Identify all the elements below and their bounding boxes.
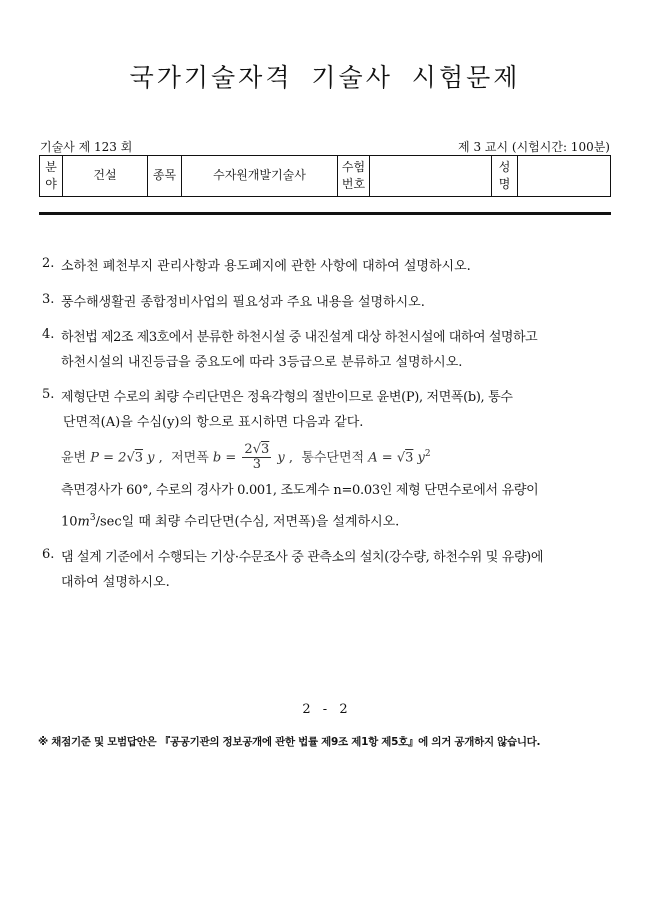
exam-number-label: 수험 번호: [338, 156, 370, 197]
question-3: [42, 292, 616, 313]
sqrt-icon: √: [126, 450, 135, 466]
question-text: 하천법 제2조 제3호에서 분류한 하천시설 중 내진설계 대상 하천시설에 대하여 설명하고: [61, 330, 538, 345]
exam-info-table: [39, 155, 611, 197]
depth-var: y: [277, 450, 285, 466]
radicand: 3: [405, 450, 414, 466]
question-2: [42, 256, 616, 277]
radicand: 3: [134, 450, 144, 466]
question-text: 풍수해생활권 종합정비사업의 필요성과 주요 내용을 설명하시오.: [61, 295, 425, 310]
footnote: ※ 채점기준 및 모범답안은 『공공기관의 정보공개에 관한 법률 제9조 제1항 제5호』에 의거 공개하지 않습니다.: [38, 736, 541, 748]
discharge-qty: 10: [61, 514, 78, 530]
question-list: [42, 256, 616, 593]
question-text: 측면경사가 60°, 수로의 경사가 0.001, 조도계수 n=0.03인 제형 단면수로에서 유량이: [61, 483, 539, 499]
question-text: 하천시설의 내진등급을 중요도에 따라 3등급으로 분류하고 설명하시오.: [61, 355, 463, 370]
formula-line: [42, 441, 616, 472]
exam-title: 국가기술자격 기술사 시험문제: [129, 63, 521, 92]
field-value: 건설: [63, 156, 148, 197]
question-number: 4.: [42, 327, 55, 342]
header-divider: [39, 212, 611, 215]
question-number: 2.: [42, 256, 55, 271]
exam-round: 기술사 제 123 회: [40, 140, 133, 154]
question-text: 단면적(A)을 수심(y)의 항으로 표시하면 다음과 같다.: [63, 415, 364, 430]
unit-exponent: 3: [89, 513, 96, 524]
bottom-width-fraction: [242, 443, 271, 472]
category-value: 수자원개발기술사: [182, 156, 338, 197]
wetted-perimeter-label: 윤변: [61, 450, 87, 466]
question-text: 일 때 최량 수리단면(수심, 저면폭)을 설계하시오.: [121, 514, 400, 530]
question-number: 3.: [42, 292, 55, 307]
depth-var: y: [147, 450, 155, 466]
flow-area-lhs: A =: [368, 450, 393, 466]
question-text: 댐 설계 기준에서 수행되는 기상·수문조사 중 관측소의 설치(강수량, 하천수위 및 유량)에: [61, 549, 544, 565]
bottom-width-lhs: b =: [212, 450, 237, 466]
sqrt-icon: √: [252, 442, 261, 458]
unit-m: m: [77, 514, 90, 530]
exam-session: 제 3 교시 (시험시간: 100분): [458, 140, 610, 154]
name-label: 성 명: [492, 156, 518, 197]
question-5: [42, 387, 616, 533]
fraction-numerator-radicand: 3: [260, 442, 270, 458]
wetted-perimeter-expr: P = 2: [90, 450, 127, 466]
category-label: 종목: [148, 156, 182, 197]
separator: ,: [158, 450, 163, 466]
name-field[interactable]: [518, 156, 611, 197]
question-text: 제형단면 수로의 최량 수리단면은 정육각형의 절반이므로 윤변(P), 저면폭(b), 통수: [61, 390, 513, 405]
bottom-width-label: 저면폭: [171, 450, 209, 466]
unit-per-sec: /sec: [95, 514, 122, 530]
question-6: [42, 547, 616, 593]
exam-number-field[interactable]: [370, 156, 492, 197]
question-number: 6.: [42, 546, 55, 562]
field-label: 분 야: [40, 156, 63, 197]
exponent: 2: [424, 449, 431, 459]
fraction-denominator: 3: [252, 457, 261, 473]
question-text: 대하여 설명하시오.: [61, 574, 170, 590]
question-number: 5.: [42, 387, 55, 402]
fraction-numerator-coef: 2: [244, 442, 253, 458]
question-text: 소하천 폐천부지 관리사항과 용도폐지에 관한 사항에 대하여 설명하시오.: [61, 259, 471, 274]
question-4: [42, 327, 616, 373]
separator: ,: [288, 450, 294, 466]
depth-var: y: [417, 450, 425, 466]
page-number: 2 - 2: [302, 702, 348, 717]
flow-area-label: 통수단면적: [301, 450, 365, 466]
question-text-final: [42, 508, 616, 532]
sqrt-icon: √: [396, 450, 406, 466]
